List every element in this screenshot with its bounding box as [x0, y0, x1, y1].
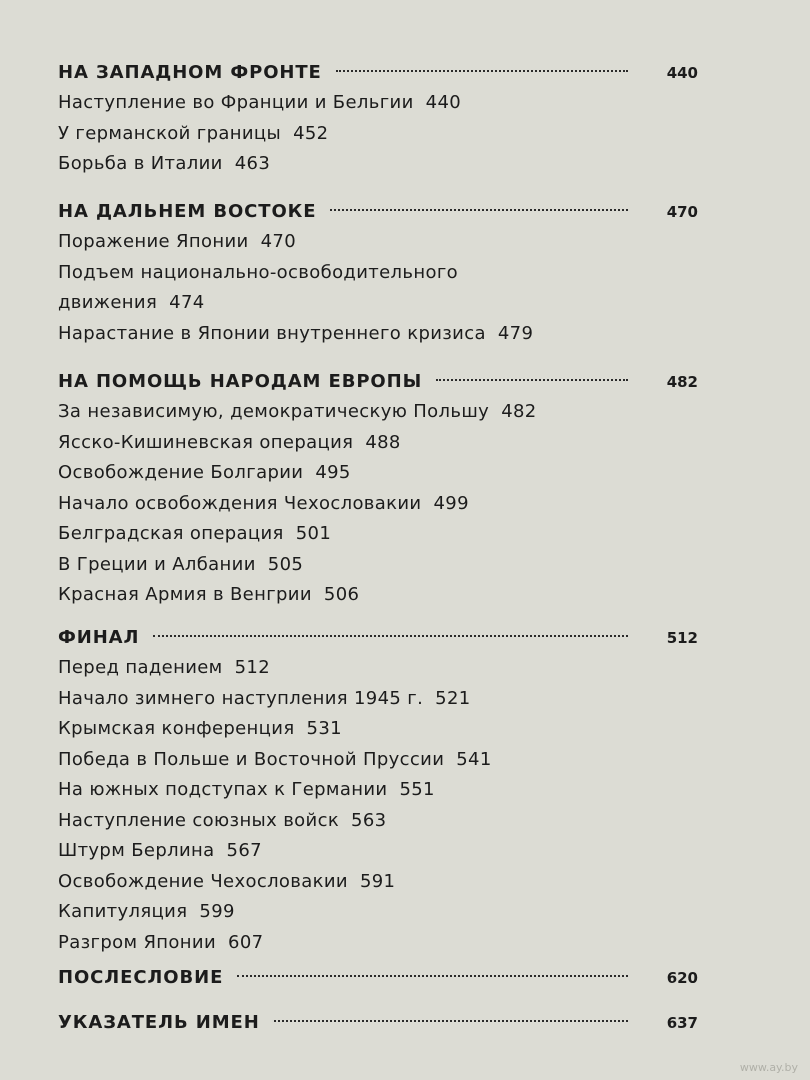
entry-title: Перед падением — [58, 657, 223, 678]
entry-page-number: 463 — [234, 153, 271, 174]
toc-entry — [58, 897, 698, 928]
entry-title: Красная Армия в Венгрии — [58, 584, 312, 605]
toc-entry — [58, 428, 698, 459]
entry-page-number: 599 — [199, 901, 235, 922]
toc-entry — [58, 775, 698, 806]
watermark: www.ay.by — [739, 1061, 798, 1074]
toc-entry — [58, 653, 698, 684]
section-title: НА ЗАПАДНОМ ФРОНТЕ — [58, 62, 322, 83]
entry-title: движения — [58, 292, 158, 313]
entry-page-number: 531 — [306, 718, 342, 739]
toc-entry — [58, 489, 698, 520]
section-page-number: 620 — [666, 969, 698, 987]
section-heading — [58, 623, 698, 653]
entry-page-number: 470 — [260, 231, 297, 252]
toc-entry — [58, 580, 698, 611]
entry-title: Подъем национально-освободительного — [58, 261, 458, 283]
toc-entry — [58, 458, 698, 489]
dot-leader — [274, 1020, 628, 1022]
toc-entry — [58, 149, 698, 180]
toc-section — [58, 1008, 698, 1038]
entry-page-number: 541 — [456, 748, 492, 770]
section-title: УКАЗАТЕЛЬ ИМЕН — [58, 1012, 260, 1033]
section-page-number: 470 — [666, 203, 698, 221]
entry-title: За независимую, демократическую Польшу — [58, 401, 490, 422]
entry-page-number: 506 — [323, 584, 360, 605]
entry-title: Поражение Японии — [58, 231, 249, 252]
section-page-number: 512 — [666, 629, 698, 647]
entry-title: Наступление во Франции и Бельгии — [58, 92, 414, 113]
toc-entry — [58, 288, 698, 319]
entry-page-number: 474 — [169, 292, 205, 313]
entry-title: Нарастание в Японии внутреннего кризиса — [58, 322, 486, 344]
toc-entry — [58, 397, 698, 428]
toc-section — [58, 197, 698, 349]
entry-title: Капитуляция — [58, 901, 188, 922]
entry-page-number: 563 — [351, 809, 387, 831]
entry-page-number: 499 — [433, 492, 469, 514]
entry-title: Белградская операция — [58, 523, 284, 544]
entry-title: Начало зимнего наступления 1945 г. — [58, 687, 424, 709]
entry-title: На южных подступах к Германии — [58, 779, 388, 800]
toc-entry — [58, 119, 698, 150]
entry-page-number: 501 — [295, 523, 332, 544]
entry-title: Освобождение Чехословакии — [58, 870, 348, 892]
entry-title: Освобождение Болгарии — [58, 462, 304, 483]
section-title: НА ПОМОЩЬ НАРОДАМ ЕВРОПЫ — [58, 371, 423, 392]
toc-entry — [58, 806, 698, 837]
entry-title: В Греции и Албании — [58, 553, 256, 575]
toc-entry — [58, 550, 698, 581]
entry-page-number: 488 — [365, 431, 401, 453]
toc-entry — [58, 88, 698, 119]
dot-leader — [237, 975, 628, 977]
entry-page-number: 551 — [399, 779, 435, 800]
section-title: НА ДАЛЬНЕМ ВОСТОКЕ — [58, 201, 317, 222]
section-page-number: 637 — [666, 1014, 698, 1032]
section-heading — [58, 963, 698, 993]
entry-title: Крымская конференция — [58, 718, 295, 739]
entry-page-number: 567 — [226, 840, 262, 861]
section-page-number: 440 — [666, 64, 698, 82]
entry-title: Борьба в Италии — [58, 153, 223, 174]
entry-page-number: 505 — [267, 553, 304, 575]
entry-page-number: 607 — [228, 931, 264, 953]
entry-page-number: 591 — [359, 870, 396, 892]
dot-leader — [336, 70, 628, 72]
entry-title: У германской границы — [58, 122, 282, 144]
entry-page-number: 521 — [435, 687, 471, 709]
entry-title: Штурм Берлина — [58, 840, 215, 861]
toc-entry — [58, 258, 698, 289]
entry-title: Наступление союзных войск — [58, 809, 340, 831]
dot-leader — [153, 635, 628, 637]
entry-title: Разгром Японии — [58, 931, 217, 953]
toc-entry — [58, 319, 698, 350]
section-heading — [58, 197, 698, 227]
toc-entry — [58, 519, 698, 550]
entry-page-number: 452 — [293, 122, 329, 144]
section-page-number: 482 — [666, 373, 698, 391]
entry-page-number: 482 — [501, 401, 537, 422]
entry-title: Ясско-Кишиневская операция — [58, 431, 354, 453]
toc-entry — [58, 227, 698, 258]
toc-entry — [58, 867, 698, 898]
toc-section — [58, 963, 698, 993]
toc-section — [58, 623, 698, 958]
toc-section — [58, 367, 698, 611]
toc-section — [58, 58, 698, 180]
entry-title: Победа в Польше и Восточной Пруссии — [58, 748, 445, 770]
entry-page-number: 495 — [315, 462, 351, 483]
toc-entry — [58, 928, 698, 959]
section-heading — [58, 1008, 698, 1038]
entry-page-number: 479 — [497, 322, 534, 344]
toc-entry — [58, 684, 698, 715]
toc-entry — [58, 714, 698, 745]
toc-entry — [58, 745, 698, 776]
dot-leader — [436, 379, 628, 381]
entry-page-number: 440 — [425, 92, 462, 113]
section-heading — [58, 367, 698, 397]
section-title: ПОСЛЕСЛОВИЕ — [58, 967, 224, 988]
entry-page-number: 512 — [234, 657, 271, 678]
section-heading — [58, 58, 698, 88]
dot-leader — [330, 209, 628, 211]
section-title: ФИНАЛ — [58, 627, 140, 648]
entry-title: Начало освобождения Чехословакии — [58, 492, 422, 514]
toc-entry — [58, 836, 698, 867]
